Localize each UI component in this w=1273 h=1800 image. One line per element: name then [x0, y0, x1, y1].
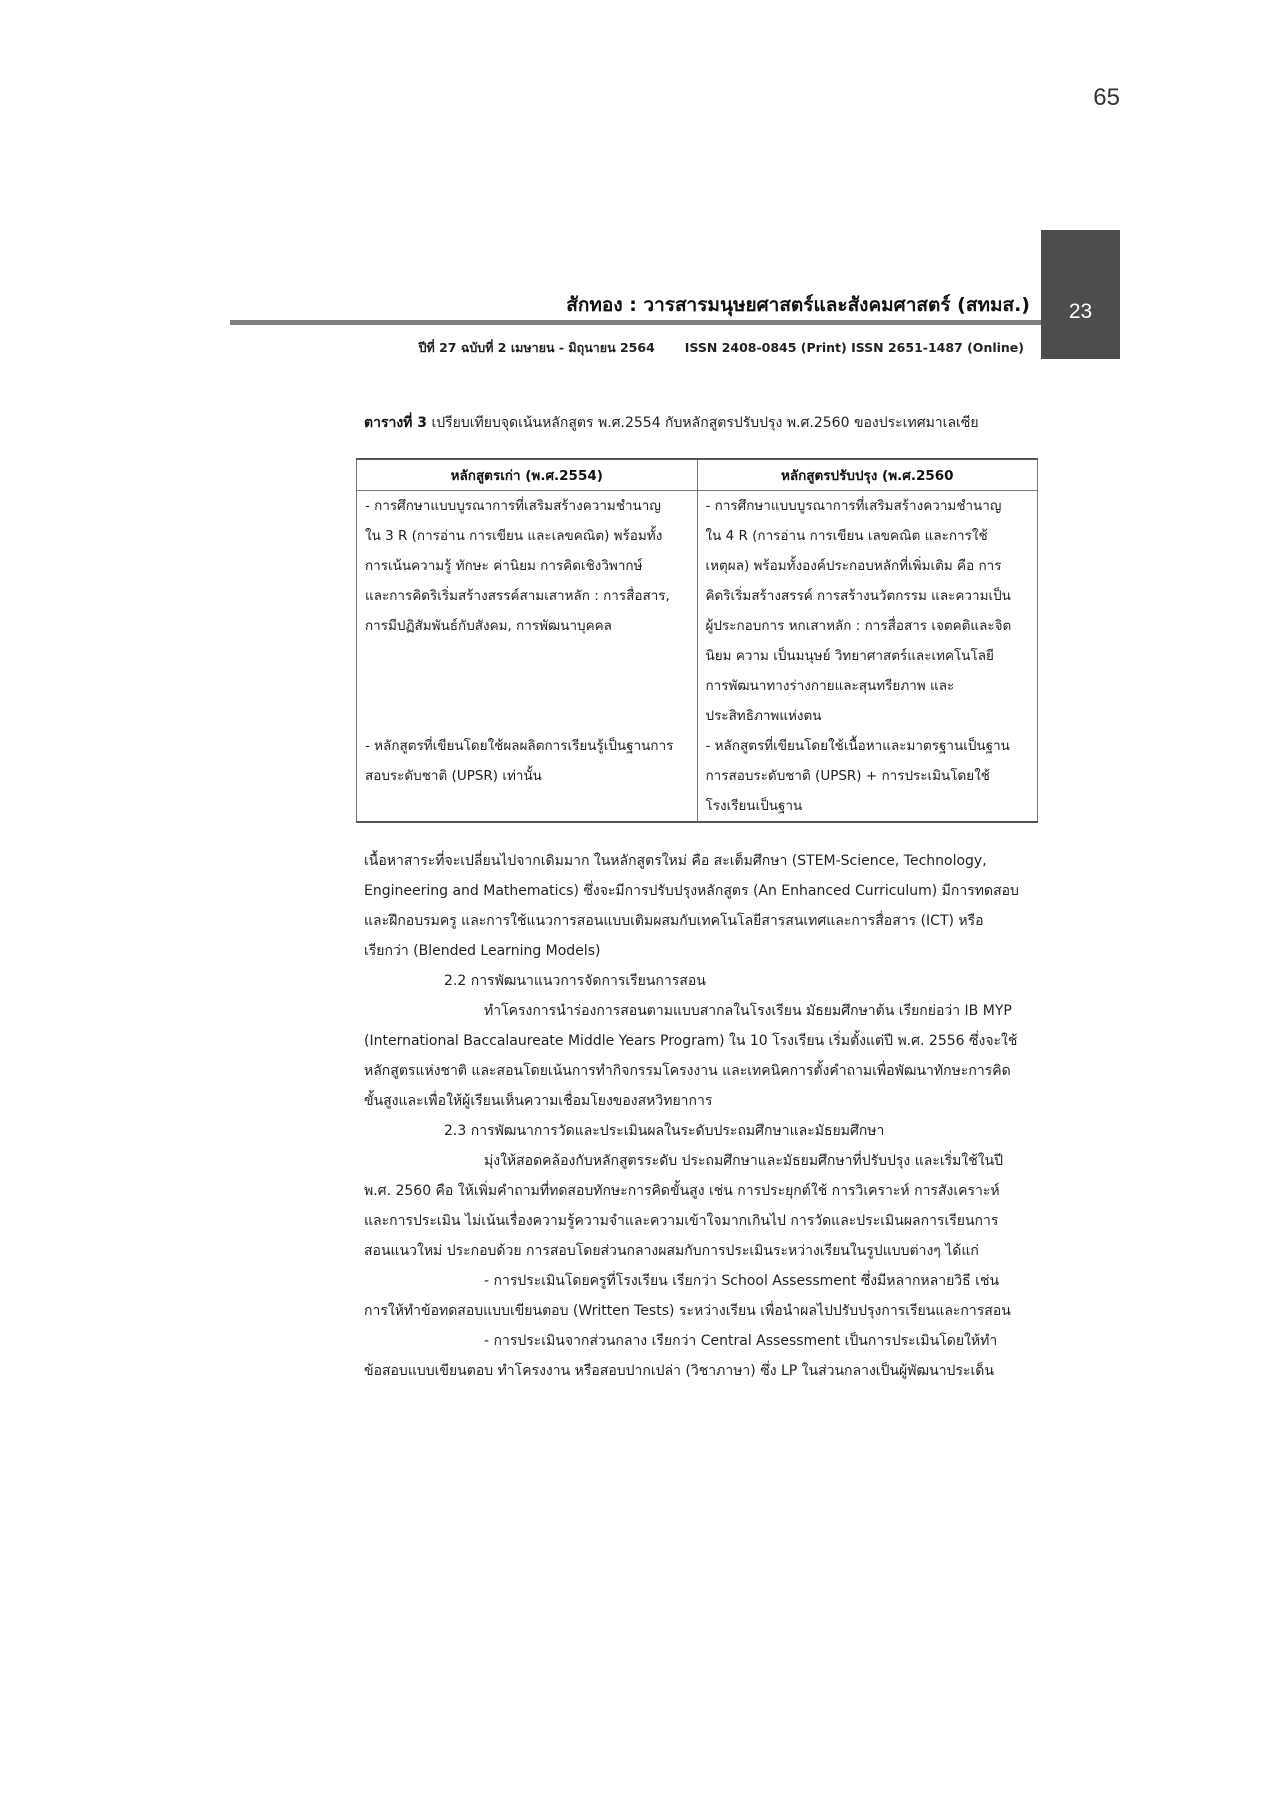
- body-line: เนื้อหาสาระที่จะเปลี่ยนไปจากเดิมมาก ในหลักสูตรใหม่ คือ สะเต็มศึกษา (STEM-Science, Technology,: [364, 853, 987, 869]
- cell-line: [365, 791, 689, 821]
- cell-line: - หลักสูตรที่เขียนโดยใช้ผลผลิตการเรียนรู้เป็นฐานการ: [365, 738, 674, 754]
- cell-new-curriculum: [697, 491, 1038, 823]
- cell-line: การสอบระดับชาติ (UPSR) + การประเมินโดยใช้: [705, 768, 990, 784]
- body-line: มุ่งให้สอดคล้องกับหลักสูตรระดับ ประถมศึกษาและมัธยมศึกษาที่ปรับปรุง และเริ่มใช้ในปี: [484, 1153, 1003, 1169]
- journal-header-title: สักทอง : วารสารมนุษยศาสตร์และสังคมศาสตร์ (สทมส.): [566, 294, 1030, 316]
- table-caption: [364, 412, 1064, 434]
- cell-line: - การศึกษาแบบบูรณาการที่เสริมสร้างความชำนาญ: [705, 498, 1002, 514]
- body-line: ทำโครงการนำร่องการสอนตามแบบสากลในโรงเรียน มัธยมศึกษาต้น เรียกย่อว่า IB MYP: [484, 1003, 1012, 1019]
- journal-page-tab: [1041, 230, 1120, 359]
- cell-line: โรงเรียนเป็นฐาน: [705, 798, 803, 814]
- cell-line: เหตุผล) พร้อมทั้งองค์ประกอบหลักที่เพิ่มเติม คือ การ: [705, 558, 1002, 574]
- table-caption-text: เปรียบเทียบจุดเน้นหลักสูตร พ.ศ.2554 กับหลักสูตรปรับปรุง พ.ศ.2560 ของประเทศมาเลเซีย: [427, 415, 979, 431]
- issn-info: ISSN 2408-0845 (Print) ISSN 2651-1487 (Online): [684, 340, 1024, 355]
- cell-line: [365, 671, 689, 701]
- table-caption-label: ตารางที่ 3: [364, 415, 428, 431]
- table-header-row: [357, 459, 1038, 491]
- cell-line: [365, 701, 689, 731]
- cell-line: ใน 3 R (การอ่าน การเขียน และเลขคณิต) พร้อมทั้ง: [365, 528, 663, 544]
- cell-line: การมีปฏิสัมพันธ์กับสังคม, การพัฒนาบุคคล: [365, 618, 612, 634]
- comparison-table: [356, 458, 1038, 823]
- outer-page-number: 65: [1093, 84, 1120, 111]
- issue-info: ปีที่ 27 ฉบับที่ 2 เมษายน - มิถุนายน 2564: [418, 340, 655, 355]
- cell-old-curriculum: [357, 491, 698, 823]
- header-new-curriculum: หลักสูตรปรับปรุง (พ.ศ.2560: [697, 459, 1038, 491]
- body-line: (International Baccalaureate Middle Years Program) ใน 10 โรงเรียน เริ่มตั้งแต่ปี พ.ศ. 2556 ซึ่งจะใช้: [364, 1033, 1018, 1049]
- body-line: ขั้นสูงและเพื่อให้ผู้เรียนเห็นความเชื่อมโยงของสหวิทยาการ: [364, 1093, 713, 1109]
- body-line: - การประเมินจากส่วนกลาง เรียกว่า Central Assessment เป็นการประเมินโดยให้ทำ: [484, 1333, 998, 1349]
- body-line: - การประเมินโดยครูที่โรงเรียน เรียกว่า School Assessment ซึ่งมีหลากหลายวิธี เช่น: [484, 1273, 1000, 1289]
- body-line: และการประเมิน ไม่เน้นเรื่องความรู้ความจำและความเข้าใจมากเกินไป การวัดและประเมินผลการเรียนการ: [364, 1213, 999, 1229]
- journal-page-number: 23: [1068, 299, 1093, 323]
- cell-line: นิยม ความ เป็นมนุษย์ วิทยาศาสตร์และเทคโนโลยี: [705, 648, 994, 664]
- body-text: [364, 846, 1024, 1386]
- cell-line: คิดริเริ่มสร้างสรรค์ การสร้างนวัตกรรม และความเป็น: [705, 588, 1011, 604]
- cell-line: ประสิทธิภาพแห่งตน: [705, 708, 822, 724]
- section-heading-2-2: 2.2 การพัฒนาแนวการจัดการเรียนการสอน: [444, 973, 706, 989]
- journal-issue-line: [360, 338, 1024, 358]
- table-row: [357, 491, 1038, 823]
- body-line: Engineering and Mathematics) ซึ่งจะมีการปรับปรุงหลักสูตร (An Enhanced Curriculum) มีการทดสอบ: [364, 883, 1019, 899]
- cell-line: - หลักสูตรที่เขียนโดยใช้เนื้อหาและมาตรฐานเป็นฐาน: [705, 738, 1010, 754]
- body-line: เรียกว่า (Blended Learning Models): [364, 943, 601, 959]
- cell-line: ผู้ประกอบการ หกเสาหลัก : การสื่อสาร เจตคติและจิต: [705, 618, 1012, 634]
- header-rule: [230, 320, 1044, 325]
- cell-line: การเน้นความรู้ ทักษะ ค่านิยม การคิดเชิงวิพากษ์: [365, 558, 643, 574]
- cell-line: [365, 641, 689, 671]
- header-old-curriculum: หลักสูตรเก่า (พ.ศ.2554): [357, 459, 698, 491]
- body-line: สอนแนวใหม่ ประกอบด้วย การสอบโดยส่วนกลางผสมกับการประเมินระหว่างเรียนในรูปแบบต่างๆ ได้แก่: [364, 1243, 979, 1259]
- body-line: ข้อสอบแบบเขียนตอบ ทำโครงงาน หรือสอบปากเปล่า (วิชาภาษา) ซึ่ง LP ในส่วนกลางเป็นผู้พัฒนาประเด็น: [364, 1363, 994, 1379]
- cell-line: การพัฒนาทางร่างกายและสุนทรียภาพ และ: [705, 678, 955, 694]
- cell-line: และการคิดริเริ่มสร้างสรรค์สามเสาหลัก : การสื่อสาร,: [365, 588, 670, 604]
- cell-line: ใน 4 R (การอ่าน การเขียน เลขคณิต และการใช้: [705, 528, 988, 544]
- body-line: การให้ทำข้อทดสอบแบบเขียนตอบ (Written Tests) ระหว่างเรียน เพื่อนำผลไปปรับปรุงการเรียนและการสอน: [364, 1303, 1011, 1319]
- cell-line: สอบระดับชาติ (UPSR) เท่านั้น: [365, 768, 542, 784]
- body-line: หลักสูตรแห่งชาติ และสอนโดยเน้นการทำกิจกรรมโครงงาน และเทคนิคการตั้งคำถามเพื่อพัฒนาทักษะการคิด: [364, 1063, 1011, 1079]
- body-line: และฝึกอบรมครู และการใช้แนวการสอนแบบเติมผสมกับเทคโนโลยีสารสนเทศและการสื่อสาร (ICT) หรือ: [364, 913, 984, 929]
- cell-line: - การศึกษาแบบบูรณาการที่เสริมสร้างความชำนาญ: [365, 498, 661, 514]
- body-line: พ.ศ. 2560 คือ ให้เพิ่มคำถามที่ทดสอบทักษะการคิดขั้นสูง เช่น การประยุกต์ใช้ การวิเคราะห์ การสังเคราะห์: [364, 1183, 1000, 1199]
- section-heading-2-3: 2.3 การพัฒนาการวัดและประเมินผลในระดับประถมศึกษาและมัธยมศึกษา: [444, 1123, 885, 1139]
